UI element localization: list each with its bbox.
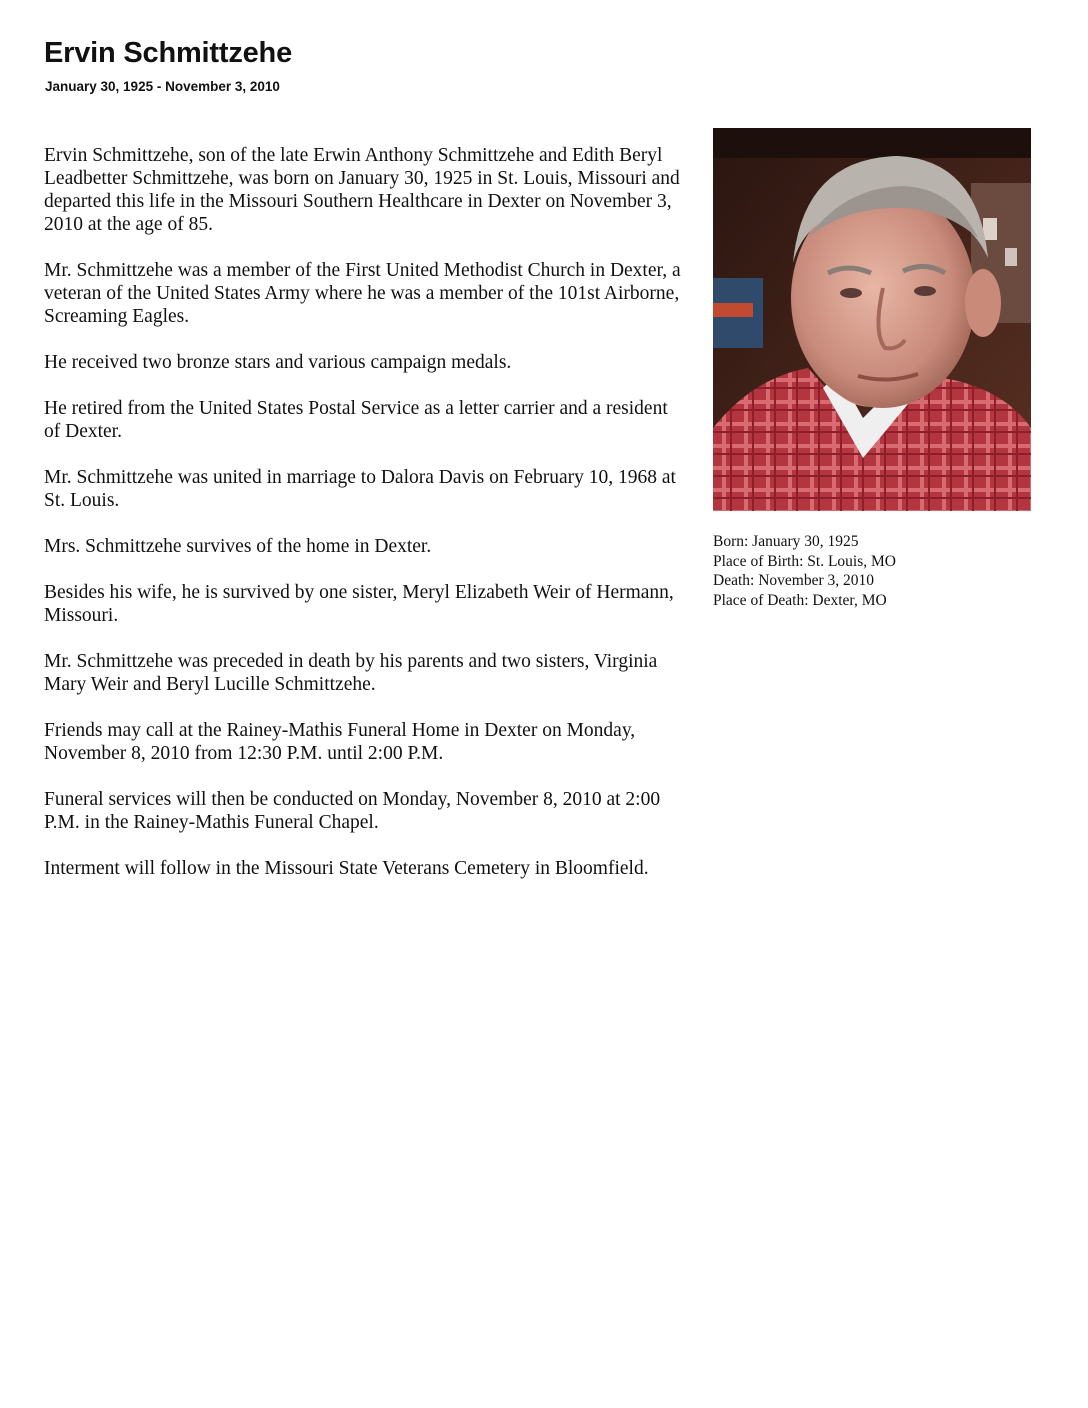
obituary-paragraph: Interment will follow in the Missouri State Veterans Cemetery in Bloomfield. [44,858,649,879]
obituary-paragraph: Mrs. Schmittzehe survives of the home in Dexter. [44,536,432,557]
life-dates: January 30, 1925 - November 3, 2010 [45,79,280,94]
deceased-name: Ervin Schmittzehe [44,37,292,69]
obituary-paragraph: Ervin Schmittzehe, son of the late Erwin Anthony Schmittzehe and Edith Beryl Leadbetter Schmittzehe, was born on January 30, 1925 in St. Louis, Missouri and departed this life in the Missouri Southern Healthcare in Dexter on November 3, 2010 at the age of 85. [44,145,680,235]
obituary-paragraph: He received two bronze stars and various campaign medals. [44,352,512,373]
obituary-paragraph: Mr. Schmittzehe was a member of the First United Methodist Church in Dexter, a veteran of the United States Army where he was a member of the 101st Airborne, Screaming Eagles. [44,260,681,327]
born-fact: Born: January 30, 1925 [713,533,859,550]
obituary-paragraph: Friends may call at the Rainey-Mathis Funeral Home in Dexter on Monday, November 8, 2010 from 12:30 P.M. until 2:00 P.M. [44,720,636,764]
vital-facts [713,532,1043,610]
obituary-paragraph: Mr. Schmittzehe was preceded in death by his parents and two sisters, Virginia Mary Weir and Beryl Lucille Schmittzehe. [44,651,658,695]
death-fact: Death: November 3, 2010 [713,572,874,589]
obituary-paragraph: He retired from the United States Postal Service as a letter carrier and a resident of Dexter. [44,398,668,442]
obituary-body [44,144,684,903]
place-of-death-fact: Place of Death: Dexter, MO [713,591,887,609]
portrait-photo [713,128,1031,511]
obituary-paragraph: Mr. Schmittzehe was united in marriage to Dalora Davis on February 10, 1968 at St. Louis. [44,467,676,511]
obituary-paragraph: Besides his wife, he is survived by one sister, Meryl Elizabeth Weir of Hermann, Missouri. [44,582,674,626]
obituary-paragraph: Funeral services will then be conducted on Monday, November 8, 2010 at 2:00 P.M. in the Rainey-Mathis Funeral Chapel. [44,789,661,833]
place-of-birth-fact: Place of Birth: St. Louis, MO [713,552,896,570]
